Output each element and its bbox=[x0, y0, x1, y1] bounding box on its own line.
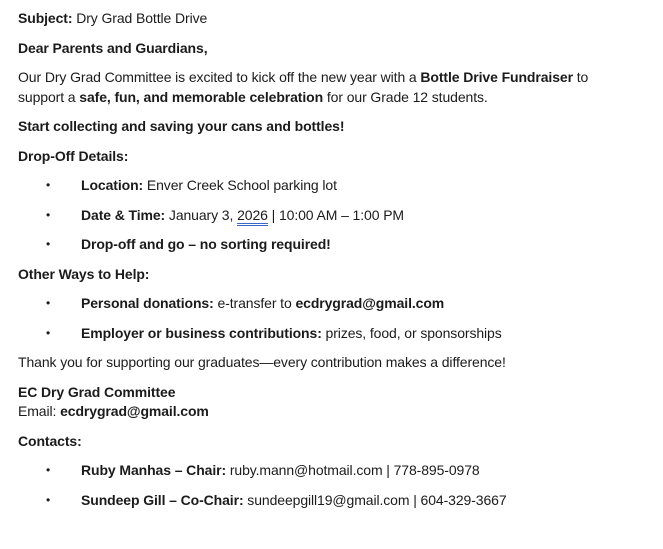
contacts-heading: Contacts: bbox=[18, 432, 82, 449]
bullet-marker: • bbox=[46, 463, 51, 477]
datetime-year-grammar-suggestion[interactable]: 2026 bbox=[237, 207, 268, 226]
list-item bbox=[18, 294, 628, 314]
list-item bbox=[18, 491, 628, 511]
intro-text-3: for our Grade 12 students. bbox=[323, 88, 488, 105]
list-item bbox=[18, 206, 628, 226]
dropgo-item: Drop-off and go – no sorting required! bbox=[81, 236, 331, 252]
help-heading: Other Ways to Help: bbox=[18, 265, 150, 282]
committee-name: EC Dry Grad Committee bbox=[18, 383, 176, 400]
bullet-marker: • bbox=[46, 207, 51, 222]
intro-text-2: to support a bbox=[18, 69, 589, 105]
location-value: Enver Creek School parking lot bbox=[143, 177, 337, 193]
call-to-action-line: Start collecting and saving your cans and bottles! bbox=[18, 118, 345, 134]
chair-label: Ruby Manhas – Chair: bbox=[81, 462, 227, 478]
employer-item bbox=[81, 324, 628, 344]
email-address: ecdrygrad@gmail.com bbox=[60, 403, 209, 419]
intro-text-1: Our Dry Grad Committee is excited to kick off the new year with a bbox=[18, 69, 421, 85]
signature-block bbox=[18, 383, 628, 422]
dropoff-heading: Drop-Off Details: bbox=[18, 147, 129, 164]
datetime-post: | 10:00 AM – 1:00 PM bbox=[267, 206, 404, 223]
subject-value: Dry Grad Bottle Drive bbox=[72, 10, 208, 26]
datetime-item bbox=[81, 206, 628, 226]
cochair-label: Sundeep Gill – Co-Chair: bbox=[81, 491, 244, 508]
list-item bbox=[18, 461, 628, 481]
thanks-line: Thank you for supporting our graduates—every contribution makes a difference! bbox=[18, 354, 506, 370]
bullet-marker: • bbox=[46, 492, 51, 507]
employer-value: prizes, food, or sponsorships bbox=[321, 324, 502, 341]
bullet-marker: • bbox=[46, 296, 51, 310]
chair-contact-item bbox=[81, 461, 628, 481]
location-label: Location: bbox=[81, 177, 144, 193]
bullet-marker: • bbox=[46, 237, 51, 251]
intro-paragraph bbox=[18, 68, 628, 107]
location-item bbox=[81, 176, 628, 196]
cochair-value: sundeepgill19@gmail.com | 604-329-3667 bbox=[243, 491, 507, 508]
cochair-contact-item bbox=[81, 491, 628, 511]
bullet-marker: • bbox=[46, 178, 51, 192]
signature-email-line bbox=[18, 402, 628, 422]
help-bullet-list bbox=[18, 294, 628, 343]
chair-value: ruby.mann@hotmail.com | 778-895-0978 bbox=[226, 462, 480, 478]
contacts-bullet-list bbox=[18, 461, 628, 510]
bullet-marker: • bbox=[46, 325, 51, 340]
subject-label: Subject: bbox=[18, 10, 73, 26]
donations-label: Personal donations: bbox=[81, 295, 214, 311]
intro-bold-fundraiser: Bottle Drive Fundraiser bbox=[420, 69, 573, 85]
email-label: Email: bbox=[18, 403, 61, 419]
datetime-label: Date & Time: bbox=[81, 206, 166, 223]
list-item bbox=[18, 235, 628, 255]
greeting-line: Dear Parents and Guardians, bbox=[18, 39, 208, 56]
intro-bold-celebration: safe, fun, and memorable celebration bbox=[79, 88, 324, 105]
donations-email: ecdrygrad@gmail.com bbox=[295, 295, 445, 311]
list-item bbox=[18, 324, 628, 344]
donations-item bbox=[81, 294, 628, 314]
employer-label: Employer or business contributions: bbox=[81, 324, 322, 341]
dropoff-bullet-list bbox=[18, 176, 628, 255]
list-item bbox=[18, 176, 628, 196]
datetime-pre: January 3, bbox=[165, 206, 238, 223]
donations-mid: e-transfer to bbox=[213, 295, 296, 311]
subject-line bbox=[18, 9, 628, 29]
